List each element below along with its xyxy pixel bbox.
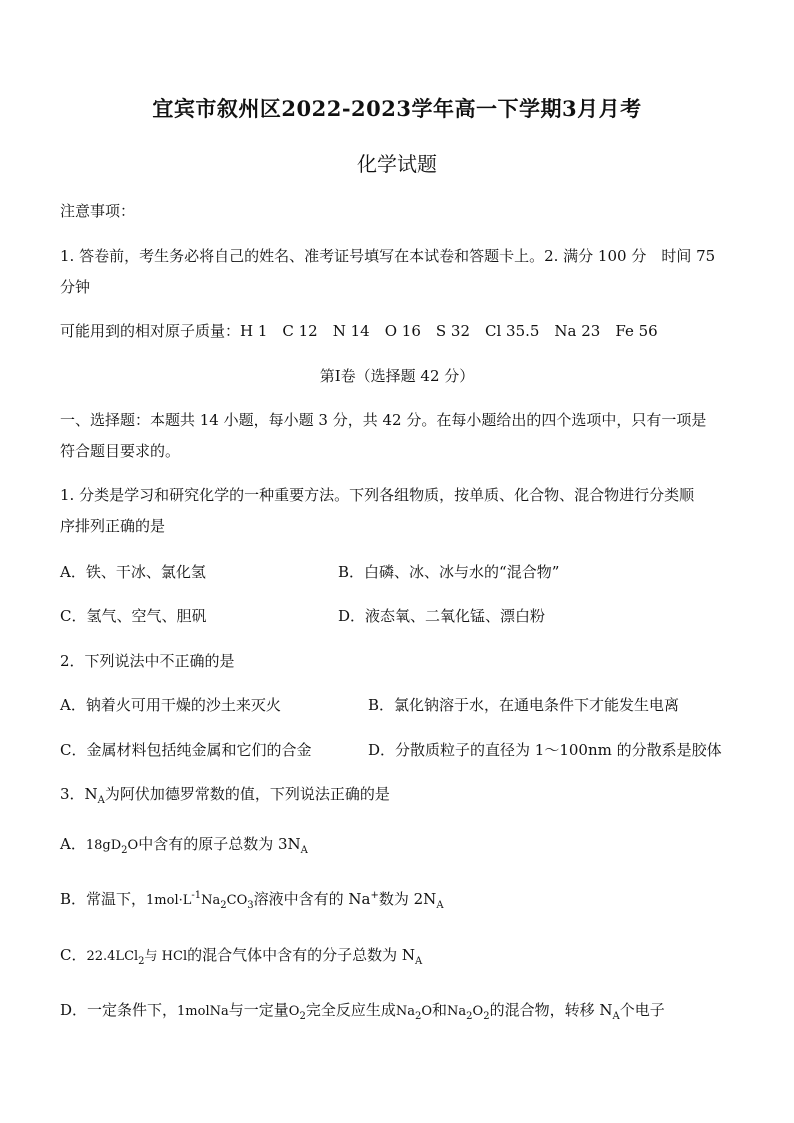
q3d-p16: A [612, 1011, 620, 1022]
q3d-p15: 的混合物，转移 N [489, 1001, 613, 1019]
q3a-p4: O [127, 838, 139, 853]
page-title: 宜宾市叙州区2022-2023学年高一下学期3月月考 [152, 96, 642, 121]
q3c-p6: A [415, 956, 423, 967]
q3-option-b [60, 889, 444, 911]
q3b-p9: + [370, 890, 379, 901]
q1-stem-1: 1. 分类是学习和研究化学的一种重要方法。下列各组物质，按单质、化合物、混合物进行分类顺 [60, 486, 695, 504]
q3-stem-post: 为阿伏加德罗常数的值，下列说法正确的是 [104, 785, 390, 803]
q3b-p7: 3 [247, 900, 254, 911]
q3d-p17: 个电子 [619, 1001, 665, 1019]
q3d-p2: 1molNa [177, 1004, 229, 1019]
q1-option-c: C．氢气、空气、胆矾 [60, 607, 207, 625]
q2-stem: 2．下列说法中不正确的是 [60, 652, 235, 670]
atomic-mass-line: 可能用到的相对原子质量：H 1 C 12 N 14 O 16 S 32 Cl 35.5 Na 23 Fe 56 [60, 322, 658, 340]
notes-line-1: 1. 答卷前，考生务必将自己的姓名、准考证号填写在本试卷和答题卡上。2. 满分 100 分 时间 75 [60, 247, 716, 265]
q3a-p1: A． [60, 835, 86, 853]
q3a-p6: A [300, 845, 308, 856]
q3c-p1: C． [60, 946, 87, 964]
q2-option-c: C．金属材料包括纯金属和它们的合金 [60, 741, 312, 759]
q3-option-c [60, 945, 422, 967]
q3d-p9: O [421, 1004, 433, 1019]
q3d-p7: Na [395, 1004, 415, 1019]
q3b-p10: 数为 2N [378, 890, 437, 908]
q3b-p2: 1mol·L [146, 893, 192, 908]
section-instruction-1: 一、选择题：本题共 14 小题，每小题 3 分，共 42 分。在每小题给出的四个选项中，只有一项是 [60, 411, 707, 429]
q3c-p5: 的混合气体中含有的分子总数为 N [187, 946, 416, 964]
q3-stem-sub: A [97, 795, 105, 806]
q2-option-b: B．氯化钠溶于水，在通电条件下才能发生电离 [368, 696, 680, 714]
notes-heading: 注意事项： [60, 202, 136, 220]
q3d-p4: O [288, 1004, 300, 1019]
notes-line-2: 分钟 [60, 278, 91, 296]
q3b-p3: -1 [191, 890, 202, 901]
q3c-p4: 与 HCl [144, 949, 188, 964]
q1-option-d: D．液态氧、二氧化锰、漂白粉 [338, 607, 546, 625]
q3d-p13: O [472, 1004, 484, 1019]
q3-option-d [60, 1000, 665, 1022]
q3d-p8: 2 [414, 1011, 422, 1022]
section-title: 第Ⅰ卷（选择题 42 分） [319, 367, 475, 385]
q3a-p2: 18gD [85, 838, 122, 853]
q1-option-a: A．铁、干冰、氯化氢 [60, 563, 206, 581]
q3-stem-pre: 3．N [60, 785, 98, 803]
q3c-p2: 22.4LCl [86, 949, 139, 964]
q3d-p10: 和 [432, 1001, 448, 1019]
q3b-p11: A [436, 900, 444, 911]
q3a-p3: 2 [121, 845, 128, 856]
q3d-p3: 与一定量 [228, 1001, 289, 1019]
q2-option-a: A．钠着火可用干燥的沙土来灭火 [60, 696, 281, 714]
q3c-p3: 2 [138, 956, 145, 967]
q2-option-d: D．分散质粒子的直径为 1～100nm 的分散系是胶体 [368, 741, 722, 759]
q3-option-a [60, 834, 308, 856]
q3a-p5: 中含有的原子总数为 3N [138, 835, 301, 853]
q3b-p6: CO [226, 893, 248, 908]
q3d-p11: Na [447, 1004, 467, 1019]
q3d-p14: 2 [483, 1011, 490, 1022]
q3-stem [60, 784, 390, 804]
q1-stem-2: 序排列正确的是 [60, 517, 166, 535]
q3d-p6: 完全反应生成 [305, 1001, 396, 1019]
q3b-p4: Na [201, 893, 221, 908]
q3d-p5: 2 [299, 1011, 306, 1022]
q3b-p5: 2 [220, 900, 227, 911]
page-subtitle: 化学试题 [357, 152, 437, 176]
q3b-p1: B．常温下， [60, 890, 147, 908]
q3b-p8: 溶液中含有的 Na [253, 890, 371, 908]
q3d-p12: 2 [466, 1011, 473, 1022]
q3d-p1: D．一定条件下， [60, 1001, 178, 1019]
section-instruction-2: 符合题目要求的。 [60, 442, 181, 460]
q1-option-b: B．白磷、冰、冰与水的“混合物” [338, 563, 560, 581]
